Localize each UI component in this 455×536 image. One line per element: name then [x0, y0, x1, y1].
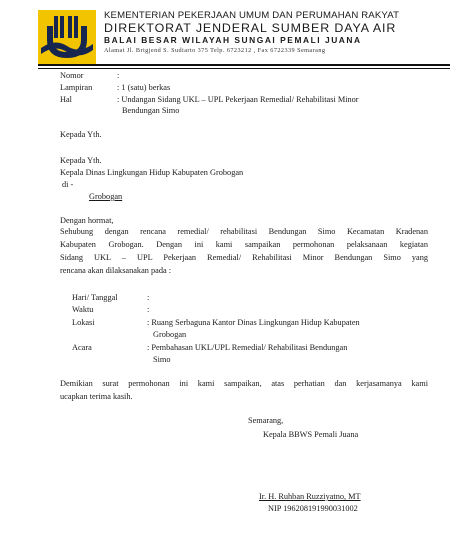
lokasi-value-line2: Grobogan [153, 330, 187, 339]
intro-line: Sehubung dengan rencana remedial/ rehabilitasi Bendungan Simo Kecamatan Kradenan [60, 227, 428, 236]
hal-value-line1: : Undangan Sidang UKL – UPL Pekerjaan Remedial/ Rehabilitasi Minor [117, 95, 359, 104]
lampiran-value: : 1 (satu) berkas [117, 83, 171, 92]
office-name: BALAI BESAR WILAYAH SUNGAI PEMALI JUANA [104, 35, 362, 45]
lokasi-value-line1: : Ruang Serbaguna Kantor Dinas Lingkungan Hidup Kabupaten [147, 318, 360, 327]
intro-line: Kabupaten Grobogan. Dengan ini kami sampaikan permohonan pelaksanaan kegiatan [60, 240, 428, 249]
acara-value-line2: Simo [153, 355, 171, 364]
waktu-value: : [147, 305, 150, 314]
directorate-name: DIREKTORAT JENDERAL SUMBER DAYA AIR [104, 21, 397, 35]
intro-paragraph [60, 225, 428, 277]
greeting-second: Kepada Yth. [60, 156, 102, 165]
letterhead-rule-thin [38, 68, 450, 69]
pu-logo-graphic [38, 10, 96, 64]
signatory-nip: NIP 196208191990031002 [268, 504, 358, 513]
hal-label: Hal [60, 95, 72, 104]
lokasi-label: Lokasi [72, 318, 95, 327]
acara-value-line1: : Pembahasan UKL/UPL Remedial/ Rehabilitasi Bendungan [147, 343, 348, 352]
closing-line: Demikian surat permohonan ini kami sampaikan, atas perhatian dan kerjasamanya kami [60, 379, 428, 388]
intro-line: rencana akan dilaksanakan pada : [60, 266, 172, 275]
pu-logo-icon [38, 10, 96, 64]
greeting-first: Kepada Yth. [60, 130, 102, 139]
office-address: Alamat Jl. Brigjend S. Sudiarto 375 Telp. 6723212 , Fax 6722339 Semarang [104, 47, 326, 54]
letterhead-text [104, 10, 448, 55]
closing-paragraph [60, 377, 428, 403]
letterhead-rule-thick [38, 64, 450, 66]
intro-line: Sidang UKL – UPL Pekerjaan Remedial/ Rehabilitasi Minor Bendungan Simo yang [60, 253, 428, 262]
tanggal-value: : [147, 293, 150, 302]
recipient-city: Grobogan [89, 192, 123, 201]
hal-value-line2: Bendungan Simo [122, 106, 180, 115]
ministry-name: KEMENTERIAN PEKERJAAN UMUM DAN PERUMAHAN RAKYAT [104, 10, 400, 21]
letterhead [38, 10, 448, 64]
salutation: Dengan hormat, [60, 216, 114, 225]
closing-line: ucapkan terima kasih. [60, 392, 133, 401]
signature-position: Kepala BBWS Pemali Juana [263, 430, 359, 439]
recipient: Kepala Dinas Lingkungan Hidup Kabupaten Grobogan [60, 168, 244, 177]
signatory-name: Ir. H. Ruhban Ruzziyatno, MT [259, 492, 361, 501]
nomor-value: : [117, 71, 120, 80]
nomor-label: Nomor [60, 71, 84, 80]
tanggal-label: Hari/ Tanggal [72, 293, 118, 302]
recipient-di: di - [62, 180, 74, 189]
waktu-label: Waktu [72, 305, 94, 314]
signature-place: Semarang, [248, 416, 284, 425]
lampiran-label: Lampiran [60, 83, 93, 92]
acara-label: Acara [72, 343, 92, 352]
